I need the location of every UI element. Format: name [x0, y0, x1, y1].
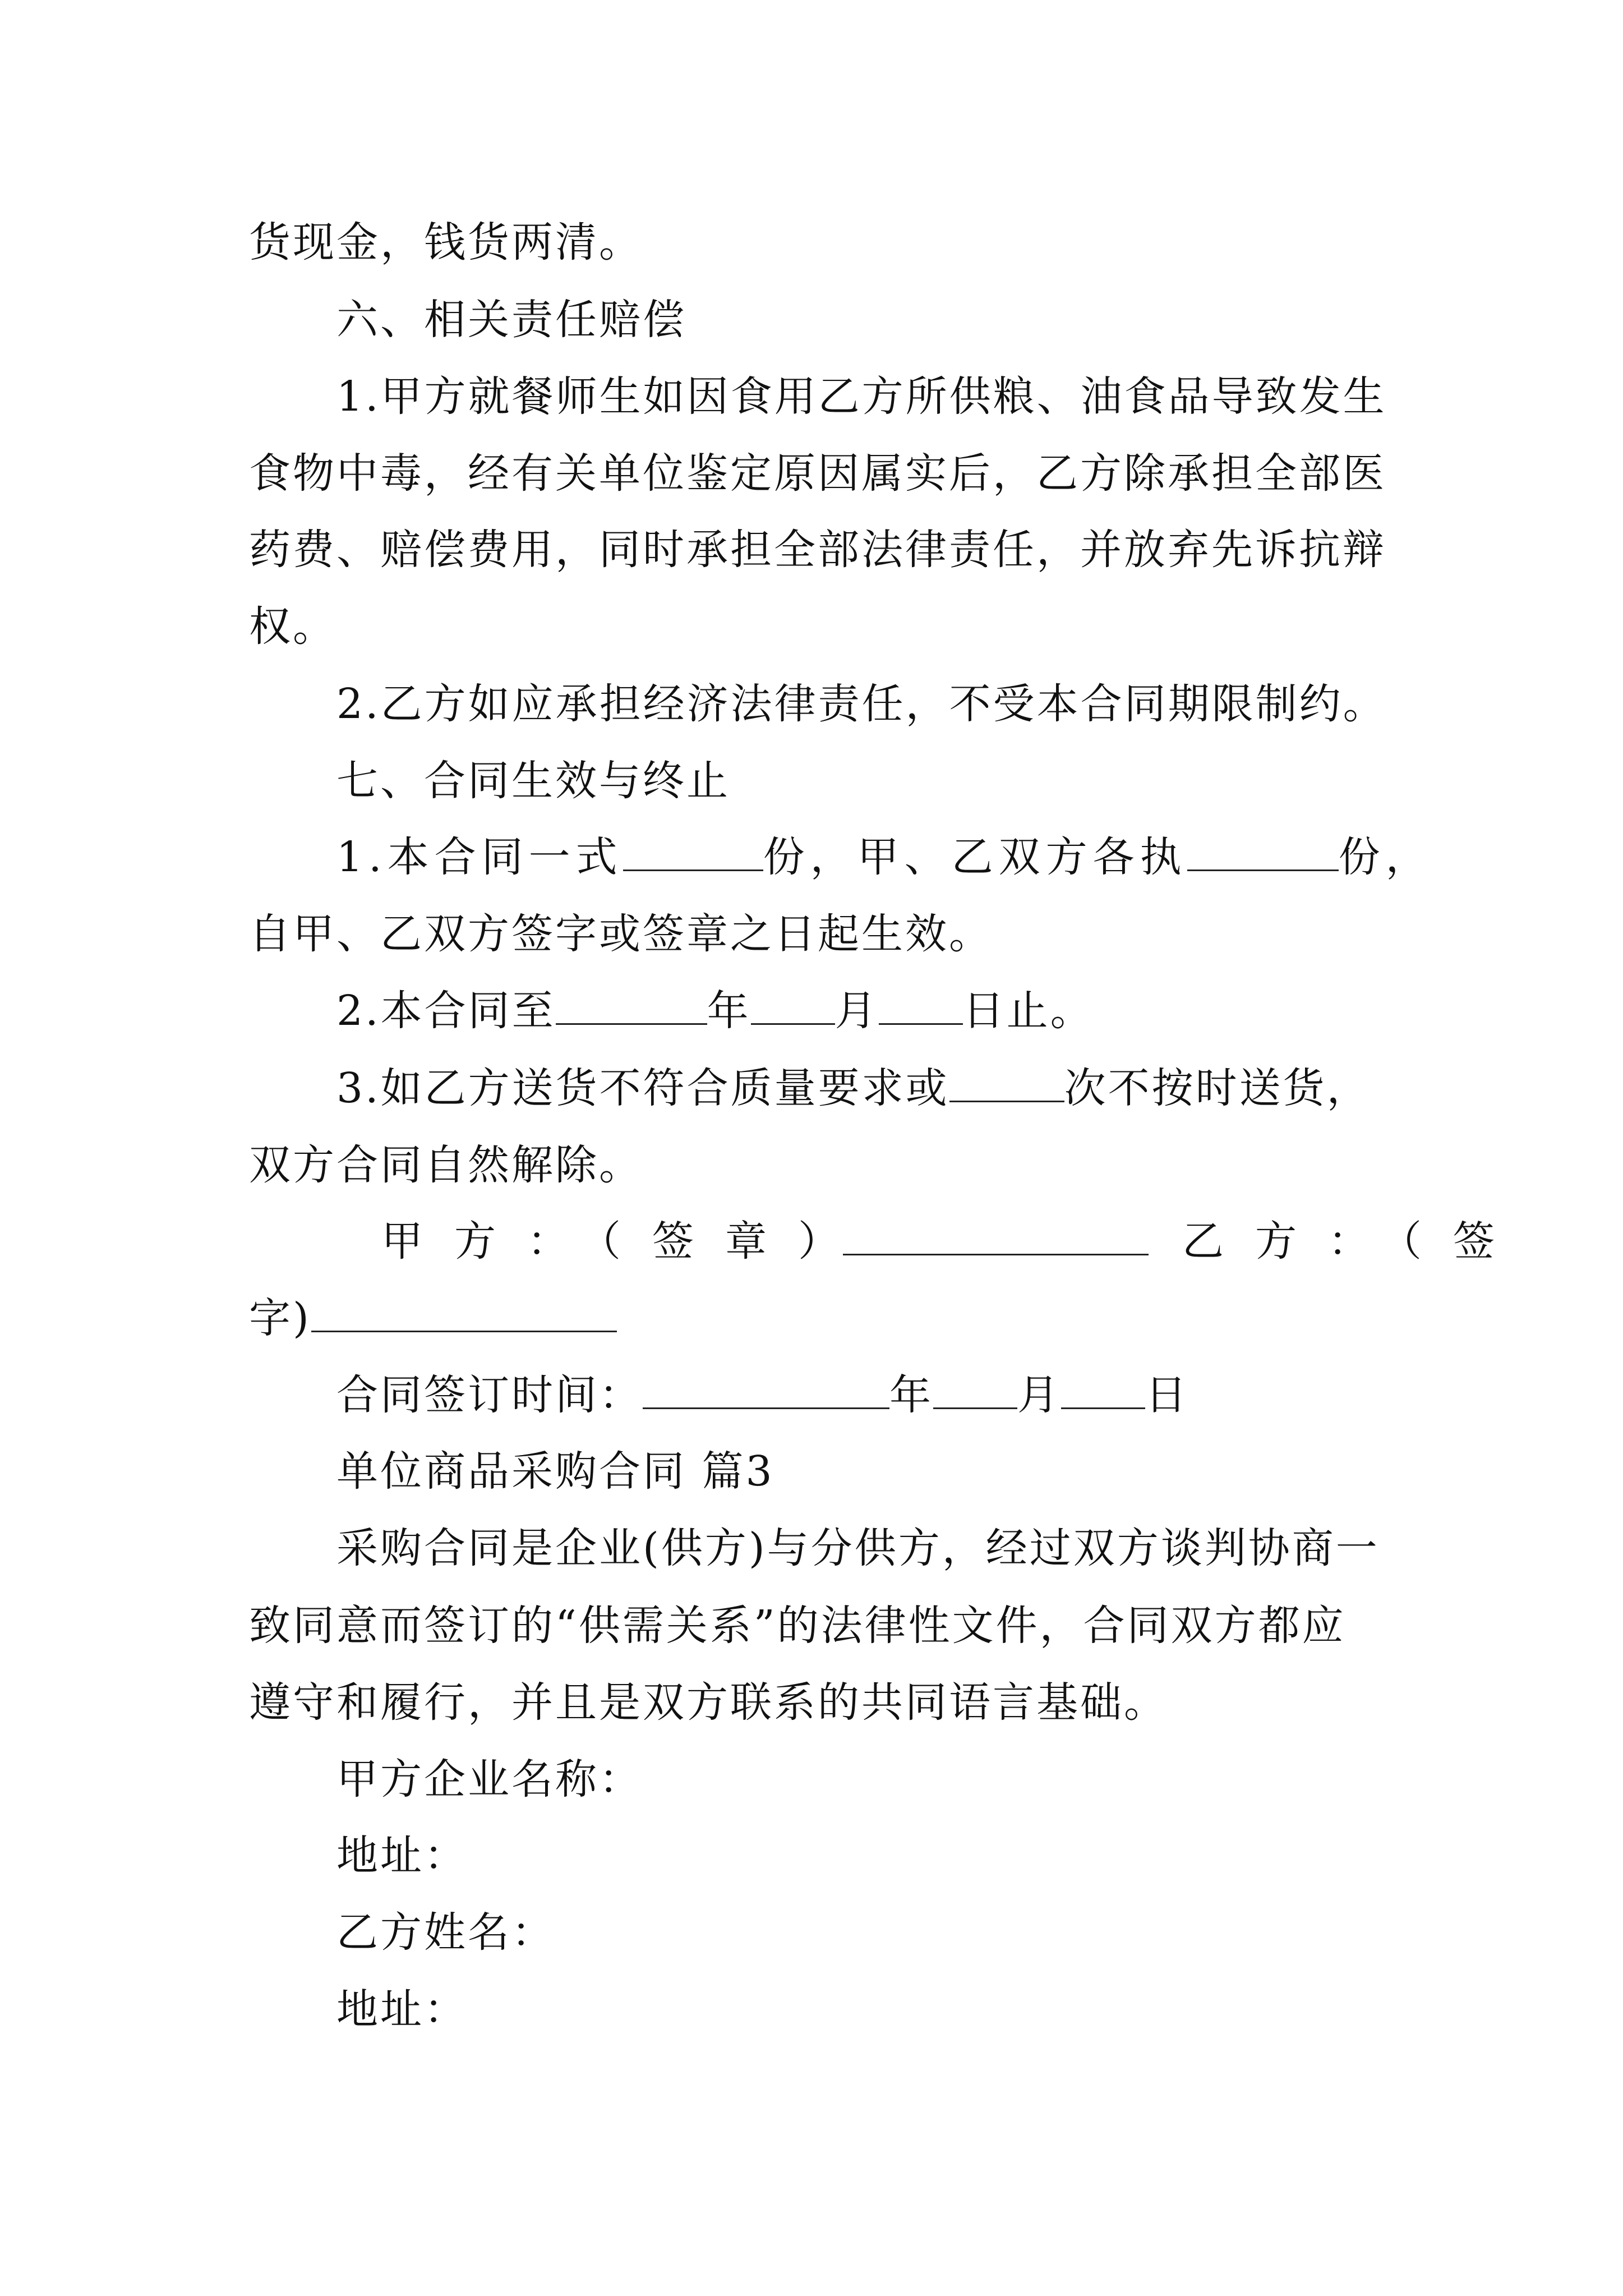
- party-a-address-field: 地址：: [336, 1832, 468, 1880]
- signing-month-label: 月: [1017, 1371, 1061, 1419]
- item-3-text-b: 次不按时送货，: [1064, 1064, 1371, 1112]
- signing-date-label: 合同签订时间：: [336, 1371, 643, 1419]
- month-label: 月: [834, 987, 879, 1035]
- signing-month-blank[interactable]: [933, 1373, 1017, 1409]
- copies-each-blank[interactable]: [1187, 835, 1339, 871]
- signature-line-1: [381, 1213, 1531, 1269]
- section-7-item-3-line-2: 双方合同自然解除。: [249, 1141, 643, 1189]
- signing-date-line: [336, 1367, 1402, 1423]
- section-7-item-3-line-1: [336, 1060, 1402, 1116]
- signing-day-blank[interactable]: [1061, 1373, 1145, 1409]
- end-year-blank[interactable]: [556, 988, 707, 1025]
- item-2-text-a: 2.本合同至: [336, 987, 556, 1035]
- signing-year-label: 年: [889, 1371, 933, 1419]
- copies-total-blank[interactable]: [623, 835, 763, 871]
- party-a-sign-blank[interactable]: [843, 1219, 1149, 1255]
- party-a-sign-label: 甲方：（签章）: [381, 1217, 871, 1266]
- signature-line-2: [249, 1290, 1399, 1346]
- section-6-item-1-line-3: 药费、赔偿费用，同时承担全部法律责任，并放弃先诉抗辩: [249, 526, 1386, 574]
- party-a-company-name-field: 甲方企业名称：: [336, 1755, 643, 1803]
- item-1-text-c: 份，: [1338, 833, 1433, 881]
- section-6-item-2: 2.乙方如应承担经济法律责任，不受本合同期限制约。: [336, 680, 1387, 728]
- item-3-text-a: 3.如乙方送货不符合质量要求或: [336, 1064, 949, 1112]
- part-3-intro-line-2: 致同意而签订的“供需关系”的法律性文件，合同双方都应: [249, 1602, 1346, 1650]
- party-b-name-field: 乙方姓名：: [336, 1908, 555, 1957]
- section-7-item-1-line-1: [336, 829, 1433, 885]
- late-times-blank[interactable]: [949, 1066, 1064, 1102]
- part-3-intro-line-1: 采购合同是企业(供方)与分供方，经过双方谈判协商一: [336, 1524, 1380, 1572]
- section-6-heading: 六、相关责任赔偿: [336, 296, 686, 344]
- signing-year-blank[interactable]: [643, 1373, 889, 1409]
- party-b-address-field: 地址：: [336, 1985, 468, 2033]
- party-b-sign-label-cont: 字): [249, 1294, 311, 1342]
- end-month-blank[interactable]: [751, 988, 835, 1025]
- section-6-item-1-line-2: 食物中毒，经有关单位鉴定原因属实后，乙方除承担全部医: [249, 449, 1386, 498]
- party-b-sign-label: 乙方：（签: [1182, 1217, 1526, 1266]
- part-3-title: 单位商品采购合同 篇3: [336, 1447, 774, 1496]
- signing-day-label: 日: [1145, 1371, 1189, 1419]
- item-1-text-b: 份，甲、乙双方各执: [763, 833, 1187, 881]
- section-7-heading: 七、合同生效与终止: [336, 757, 730, 805]
- year-label: 年: [707, 987, 751, 1035]
- section-6-item-1-line-1: 1.甲方就餐师生如因食用乙方所供粮、油食品导致发生: [336, 372, 1387, 421]
- part-3-intro-line-3: 遵守和履行，并且是双方联系的共同语言基础。: [249, 1678, 1168, 1727]
- item-1-text-a: 1.本合同一式: [336, 833, 623, 881]
- end-day-blank[interactable]: [879, 988, 963, 1025]
- continued-line: 货现金，钱货两清。: [249, 218, 643, 266]
- day-label: 日止。: [962, 987, 1094, 1035]
- section-7-item-1-line-2: 自甲、乙双方签字或签章之日起生效。: [249, 910, 993, 958]
- section-7-item-2: [336, 983, 1402, 1039]
- section-6-item-1-line-4: 权。: [249, 602, 336, 651]
- party-b-sign-blank[interactable]: [311, 1296, 617, 1332]
